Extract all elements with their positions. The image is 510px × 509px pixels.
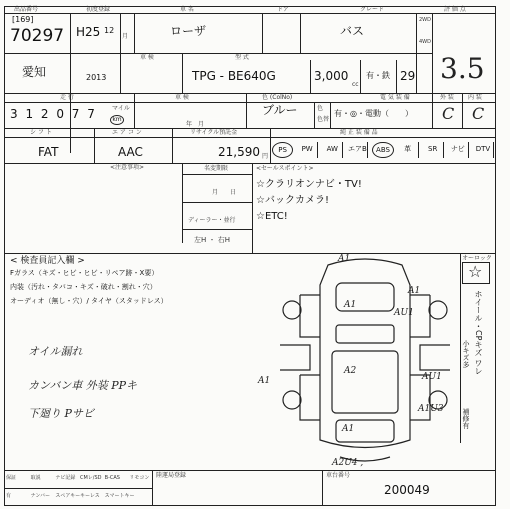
inspector-note-3: 下廻り Pサビ (28, 407, 94, 420)
damage-label-10: A2U4 , (332, 458, 364, 468)
footer-notes-label: 陸運局登録 (156, 472, 187, 479)
in-label: 内 装 (468, 94, 482, 101)
damage-label-1: A1 (338, 254, 351, 264)
year-label: 初度登録 (86, 6, 111, 13)
side-text-2: 小キズ多 (462, 340, 470, 368)
damage-label-6: AU1 (394, 308, 414, 318)
reg-month: 12 (104, 26, 115, 35)
auction-sheet: 出品番号 初度登録 車 名 ドア グレード 評 価 点 [169] 70297 H25 12 月 ローザ バス 2WD 4WD 3.5 愛知 車 検 型 式 2013 TPG - BE640G 3,000 cc 有・鉄 29 走 行 車 検 色 (ColNo) 電 気 装 備 外 装 内 装 3 1 2 0 7 7 マイル km 年 月 ブルー 色 色替 有・◎・電動（ ） C C シ フ ト エ ア コ ン リサイクル預託金 純 正 装 備 品 FAT AAC 21,590 円 PS PW AW エアB ABS 革 SR ナビ DTV <注意事項> 名変期限 月 日 ディーラー・並行 左H ・ 右H <セールスポイント> ☆クラリオンナビ・TV! ☆バックカメラ! ☆ETC! < 検査員記入欄 > Fガラス（キズ・ヒビ・ヒビ・リペア跡・X要） 内装（汚れ・タバコ・キズ・破れ・割れ・穴） オーディオ（無し・穴）/ タイヤ（スタッドレス） オイル漏れ カンバン車 外装 PPキ 下廻り Pサビ オーロック ☆ ホイール・CPキズ ワレ 小キズ多 補修有 A1 A1 A1 A2 AU1 AU1 A1 A1 A1U3 A2U4 , 保証 取説 ナビ記録 CMレ/SD B-CAS リモコン 有 ナンバー スペアキー キーレス スマートキー 陸運局登録 車台番号 200049 (0, 0, 510, 509)
recycle-label: リサイクル預託金 (190, 129, 238, 136)
footer-cell: スマートキー (104, 493, 135, 499)
sales-point-1: ☆クラリオンナビ・TV! (256, 179, 362, 190)
footer-cell: リモコン (129, 475, 150, 481)
equipment-item: ABS (372, 142, 393, 158)
exterior-grade: C (442, 104, 455, 123)
model-code: TPG - BE640G (192, 69, 276, 83)
grade-label: グレード (360, 6, 385, 13)
damage-label-4: A2 (344, 366, 357, 376)
box-label: オーロック (462, 255, 492, 262)
side-text-3: 補修有 (462, 408, 470, 429)
notes-label: <注意事項> (110, 164, 145, 171)
footer-cell: B-CAS (104, 475, 120, 481)
inspector-note-2: カンバン車 外装 PPキ (28, 379, 138, 392)
ac-label: 電 気 装 備 (380, 94, 410, 101)
drive-4wd: 4WD (419, 39, 431, 45)
former-owner-label: 名変期限 (204, 165, 229, 172)
shift: FAT (38, 145, 59, 159)
damage-label-9: A1U3 (418, 404, 444, 414)
equipment-item: エアB (347, 142, 368, 158)
inspector-line-1: Fガラス（キズ・ヒビ・ヒビ・リペア跡・X要） (10, 269, 159, 277)
equipment-item: SR (423, 142, 444, 158)
inspection-label: 車 検 (140, 54, 154, 61)
equipment-item: 革 (398, 142, 419, 158)
equipment-label: 純 正 装 備 品 (340, 129, 378, 136)
dealer-label: ディーラー・並行 (188, 217, 236, 224)
lot-number: 70297 (10, 26, 65, 46)
sales-point-3: ☆ETC! (256, 211, 288, 222)
damage-label-5: AU1 (422, 372, 442, 382)
inspector-line-2: 内装（汚れ・タバコ・キズ・破れ・割れ・穴） (10, 283, 157, 291)
footer-cell: 有 (6, 493, 12, 499)
odo-label: 走 行 (60, 94, 74, 101)
chassis-label: 車台番号 (326, 472, 351, 479)
inspector-title: < 検査員記入欄 > (10, 256, 85, 266)
equipment-item: PW (297, 142, 318, 158)
odo-unit-km: km (110, 115, 124, 125)
aircon-label: エ ア コ ン (112, 129, 142, 136)
lot-label: 出品番号 (14, 6, 39, 13)
type-label: 型 式 (235, 54, 249, 61)
aircon: AAC (118, 145, 143, 159)
damage-label-7: A1 (258, 376, 271, 386)
interior-grade: C (472, 104, 485, 123)
car-name: ローザ (170, 24, 207, 38)
mk-label: 外 装 (440, 94, 454, 101)
footer-cell: ナビ記録 (55, 475, 76, 481)
sales-point-2: ☆バックカメラ! (256, 195, 329, 206)
inspector-line-3: オーディオ（無し・穴）/ タイヤ（スタッドレス） (10, 297, 168, 305)
damage-label-2: A1 (344, 300, 357, 310)
engine-cc: 3,000 (314, 69, 349, 83)
score-label: 評 価 点 (444, 6, 466, 13)
equipment-item: DTV (473, 142, 494, 158)
score: 3.5 (440, 52, 485, 85)
recycle-amount: 21,590 (218, 145, 260, 159)
star-icon: ☆ (468, 262, 483, 281)
electric-equipment: 有・◎・電動（ ） (334, 109, 413, 118)
odometer: 3 1 2 0 7 7 (10, 107, 97, 121)
region: 愛知 (22, 65, 47, 79)
fuel: 有・鉄 (366, 71, 390, 80)
equipment-item: PS (272, 142, 293, 158)
footer-cell: スペアキー (55, 493, 81, 499)
damage-label-3: A1 (408, 286, 421, 296)
car-diagram (258, 254, 460, 470)
color: ブルー (262, 103, 298, 117)
footer-cell: CMレ/SD (80, 475, 102, 481)
side-text: ホイール・CPキズ ワレ (474, 290, 483, 375)
shift-label: シ フ ト (30, 129, 52, 136)
seats: 29 (400, 69, 416, 83)
footer-cell: キーレス (80, 493, 100, 499)
inspector-note-1: オイル漏れ (28, 345, 83, 358)
lot-tag: [169] (12, 15, 34, 24)
doors-label: ドア (277, 6, 289, 13)
equipment-item: ナビ (448, 142, 469, 158)
car-name-label: 車 名 (180, 6, 194, 13)
chassis-number: 200049 (384, 483, 430, 497)
model-year: 2013 (86, 73, 107, 82)
handle-label: 左H ・ 右H (194, 236, 230, 244)
color-label: 色 (ColNo) (262, 94, 293, 101)
footer-cell: 取説 (30, 475, 41, 481)
sales-points-label: <セールスポイント> (256, 165, 314, 172)
equipment-item: AW (322, 142, 343, 158)
drive-2wd: 2WD (419, 17, 431, 23)
footer-cell: 保証 (6, 475, 17, 481)
grade: バス (340, 24, 365, 38)
footer-cell: ナンバー (30, 493, 51, 499)
era-year: H25 (76, 25, 101, 39)
damage-label-8: A1 (342, 424, 355, 434)
